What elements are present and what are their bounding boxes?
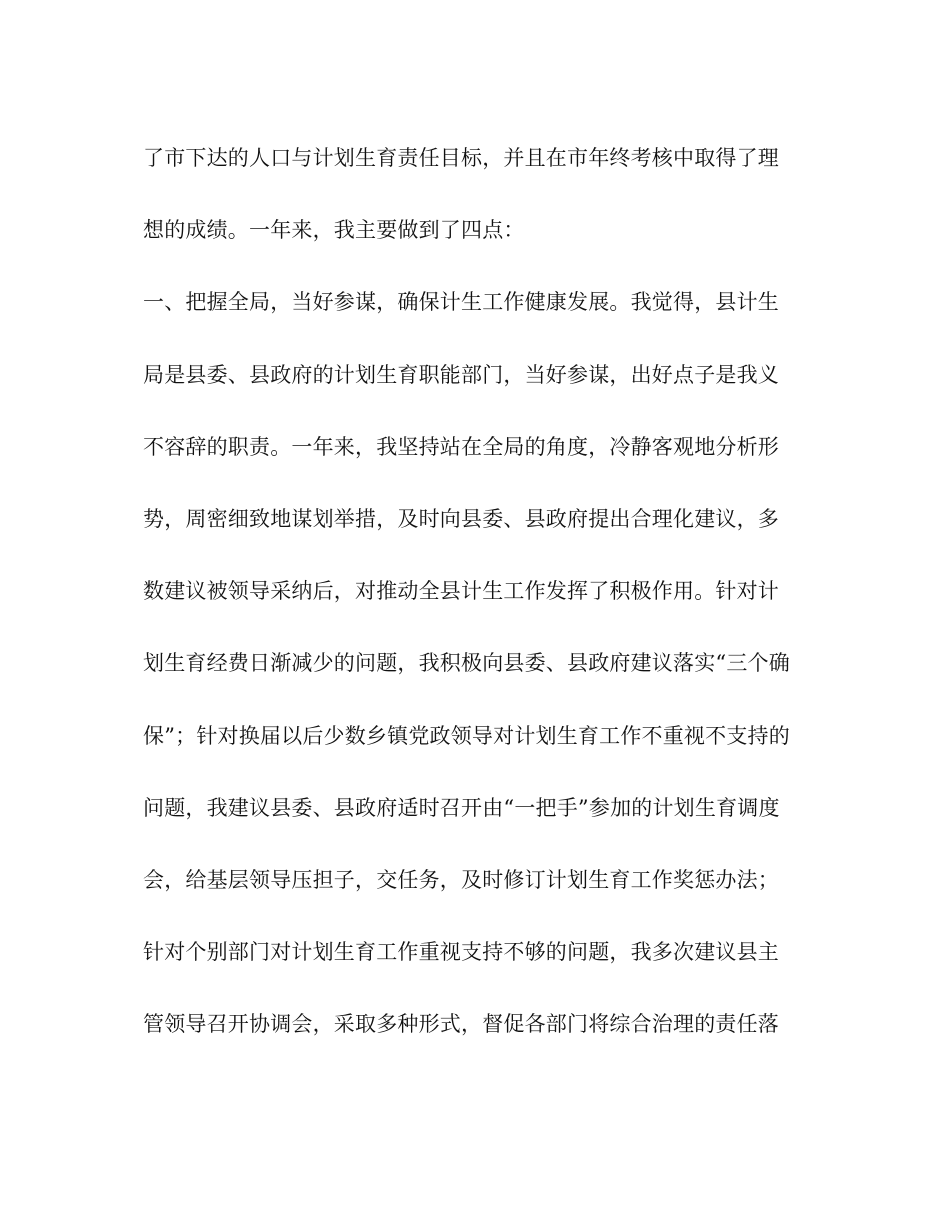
text-line-12: 针对个别部门对计划生育工作重视支持不够的问题，我多次建议县主 (143, 940, 779, 965)
text-line-11: 会，给基层领导压担子，交任务，及时修订计划生育工作奖惩办法； (143, 867, 779, 892)
text-line-2: 想的成绩。一年来，我主要做到了四点： (143, 218, 525, 243)
text-line-1: 了市下达的人口与计划生育责任目标，并且在市年终考核中取得了理 (143, 146, 779, 170)
text-line-13: 管领导召开协调会，采取多种形式，督促各部门将综合治理的责任落 (143, 1012, 779, 1037)
document-text-body (143, 138, 808, 1076)
text-line-3: 一、把握全局，当好参谋，确保计生工作健康发展。我觉得，县计生 (143, 290, 779, 315)
text-line-8: 划生育经费日渐减少的问题，我积极向县委、县政府建议落实“三个确 (143, 651, 790, 676)
text-line-7: 数建议被领导采纳后，对推动全县计生工作发挥了积极作用。针对计 (143, 579, 779, 604)
text-line-5: 不容辞的职责。一年来，我坚持站在全局的角度，冷静客观地分析形 (143, 434, 779, 459)
text-line-9: 保”；针对换届以后少数乡镇党政领导对计划生育工作不重视不支持的 (143, 723, 790, 748)
text-line-4: 局是县委、县政府的计划生育职能部门，当好参谋，出好点子是我义 (143, 362, 779, 387)
text-line-10: 问题，我建议县委、县政府适时召开由“一把手”参加的计划生育调度 (143, 795, 780, 820)
text-line-6: 势，周密细致地谋划举措，及时向县委、县政府提出合理化建议，多 (143, 506, 779, 531)
